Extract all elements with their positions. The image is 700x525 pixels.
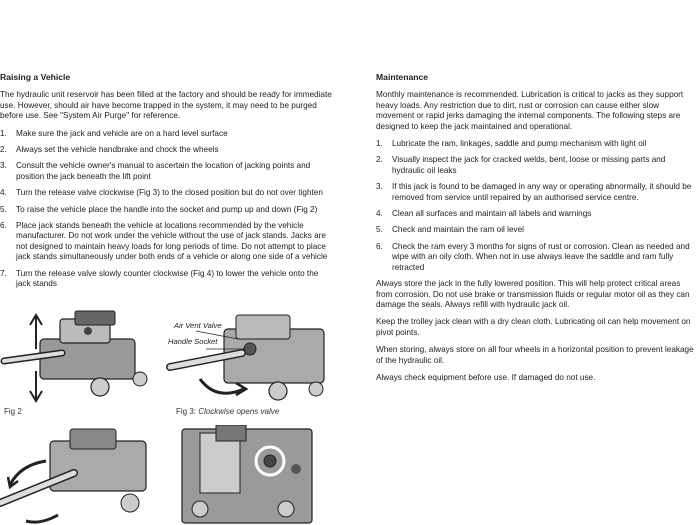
maintenance-steps: [376, 139, 698, 273]
fig2-caption: Fig 2: [4, 407, 22, 416]
cleaning-paragraph: Keep the trolley jack clean with a dry clean cloth. Lubricating oil can help movement on pivot points.: [376, 317, 691, 337]
list-item: 5. Check and maintain the ram oil level: [376, 225, 524, 235]
list-item: 1. Make sure the jack and vehicle are on a hard level surface: [0, 128, 228, 138]
storage-paragraph: Always store the jack in the fully lowered position. This will help protect critical areas from corrosion. Do not use brake or transmission fluids or regular motor oil as they can damage the seals. Always refill with hydraulic jack oil.: [376, 279, 690, 309]
raising-vehicle-section: [0, 72, 332, 296]
storing-paragraph: When storing, always store on all four wheels in a horizontal position to prevent leakage of the hydraulic oil.: [376, 345, 694, 365]
list-item: 3. If this jack is found to be damaged in any way or operating abnormally, it should be removed from service until repaired by an authorised service centre.: [376, 182, 692, 202]
list-item: 6. Place jack stands beneath the vehicle at locations recommended by the vehicle manufacturer. Do not work under the vehicle without the use of jack stands. Jacks are not designed to maintain heavy loads for long periods of time. Do not attempt to place jack stands simultaneously under both ends of a vehicle or along one side of a vehicle: [0, 221, 328, 262]
figure-area: [0, 309, 330, 525]
list-item: 1. Lubricate the ram, linkages, saddle and pump mechanism with light oil: [376, 139, 647, 149]
section-heading-maintenance: Maintenance: [376, 72, 429, 82]
fig4-valve-closeup: [176, 425, 326, 525]
list-item: 3. Consult the vehicle owner's manual to ascertain the location of jacking points and position the jack beneath the lift point: [0, 161, 311, 181]
check-equipment-paragraph: Always check equipment before use. If damaged do not use.: [376, 372, 596, 382]
air-vent-valve-callout: Air Vent Valve: [174, 321, 222, 330]
maintenance-section: [376, 72, 698, 390]
list-item: 4. Turn the release valve clockwise (Fig 3) to the closed position but do not over tighten: [0, 188, 323, 198]
list-item: 2. Visually inspect the jack for cracked welds, bent, loose or missing parts and hydraulic oil leaks: [376, 155, 666, 175]
raising-intro: The hydraulic unit reservoir has been filled at the factory and should be ready for immediate use. However, should air have become trapped in the system, it may need to be purged before use. See "System Air Purge" for reference.: [0, 90, 332, 121]
fig3-caption: Fig 3: Clockwise opens valve: [176, 407, 280, 416]
fig2-jack-pump-illustration: [0, 309, 160, 405]
raising-steps: [0, 129, 332, 290]
list-item: 6. Check the ram every 3 months for signs of rust or corrosion. Clean as needed and wipe with an oily cloth. When not in use always leave the saddle and ram fully retracted: [376, 241, 690, 272]
list-item: 2. Always set the vehicle handbrake and chock the wheels: [0, 145, 219, 155]
list-item: 7. Turn the release valve slowly counter clockwise (Fig 4) to lower the vehicle onto the jack stands: [0, 268, 319, 289]
section-heading-raising: Raising a Vehicle: [0, 72, 71, 82]
fig4-lowering-illustration: [0, 425, 160, 525]
maintenance-intro: Monthly maintenance is recommended. Lubrication is critical to jacks as they support heavy loads. Any restriction due to dirt, rust or corrosion can cause either slow movement or rapid jerks damaging the internal components. The following steps are designed to keep the jack maintained and operational.: [376, 90, 684, 131]
list-item: 5. To raise the vehicle place the handle into the socket and pump up and down (Fig 2): [0, 204, 318, 214]
handle-socket-callout: Handle Socket: [168, 337, 218, 346]
list-item: 4. Clean all surfaces and maintain all labels and warnings: [376, 209, 592, 219]
